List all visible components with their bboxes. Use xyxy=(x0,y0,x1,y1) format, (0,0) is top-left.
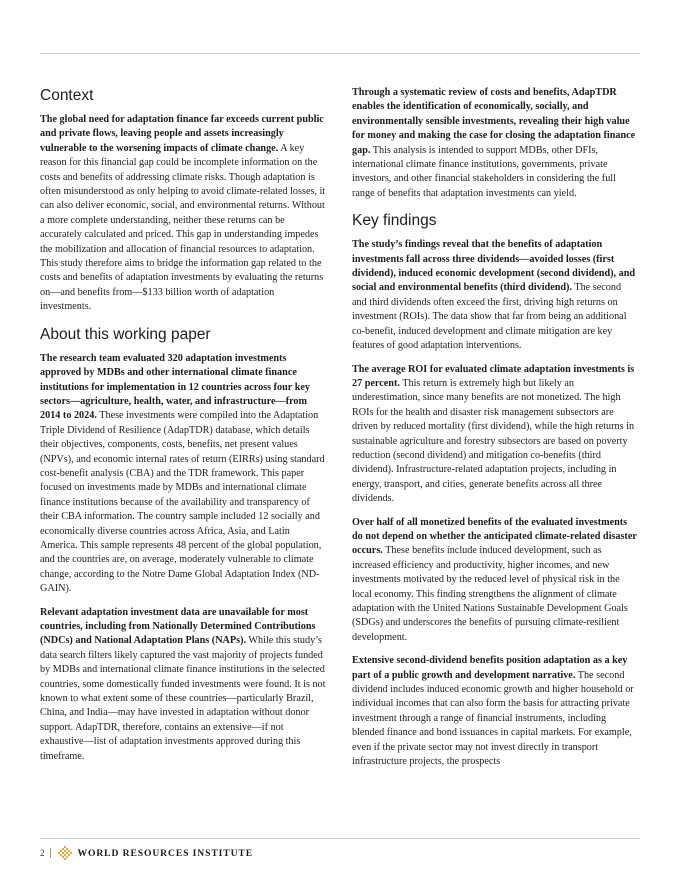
bold-lead: The global need for adaptation finance far exceeds current public and private flows, leaving people and assets increasingly vulnerable to the worsening impacts of climate change. xyxy=(40,114,324,154)
body-text: A key reason for this financial gap could be incomplete information on the costs and benefits of addressing climate risks. Though adaptation is often misunderstood as only helping to avoid climate-related losses, it can also deliver economic, social, and environmental returns. Without a more complete understanding, neither these returns can be accurately calculated and priced. This gap in understanding impedes the mobilization and allocation of financial resources to adaptation. This study therefore aims to bridge the information gap related to the costs and benefits of adaptation investments by evaluating the returns on—and benefits from—$133 billion worth of adaptation investments. xyxy=(40,142,326,313)
logo-dot xyxy=(65,848,67,850)
logo-dot xyxy=(61,856,63,858)
logo-dot xyxy=(63,846,65,848)
bold-lead: Over half of all monetized benefits of the evaluated investments do not depend on whether the anticipated climate-related disaster occurs. xyxy=(352,516,637,557)
paragraph xyxy=(40,352,326,597)
footer-divider xyxy=(50,848,51,858)
page-number: 2 xyxy=(40,848,45,858)
bold-lead: Extensive second-dividend benefits position adaptation as a key part of a public growth and development narrative. xyxy=(352,655,628,681)
wri-logo-icon xyxy=(57,845,73,861)
bold-lead: Relevant adaptation investment data are unavailable for most countries, including from Nationally Determined Contributions (NDCs) and National Adaptation Plans (NAPs). xyxy=(40,606,316,647)
body-text: The second dividend includes induced economic growth and higher household or individual incomes that can also form the basis for attracting private investment through a range of financial instruments, including blended finance and bond issuances in capital markets. For example, even if the private sector may not invest directly in transport infrastructure projects, the prospects xyxy=(352,669,634,768)
page-footer xyxy=(40,845,253,861)
header-rule xyxy=(40,53,640,54)
logo-dot xyxy=(63,854,65,856)
body-text: The second and third dividends often exceed the first, driving high returns on investment (ROIs). The data show that far from being an additional co-benefit, induced development and climate mitigation are key features of good adaptation interventions. xyxy=(352,282,627,352)
bold-lead: The average ROI for evaluated climate adaptation investments is 27 percent. xyxy=(352,363,635,389)
bold-lead: The study’s findings reveal that the benefits of adaptation investments fall across three dividends—avoided losses (first dividend), induced economic development (second dividend), and social and environmental benefits (third dividend). xyxy=(352,239,636,294)
logo-dot xyxy=(59,854,61,856)
right-column xyxy=(352,86,638,778)
organization-name: WORLD RESOURCES INSTITUTE xyxy=(77,847,254,859)
bold-lead: The research team evaluated 320 adaptation investments approved by MDBs and other international climate finance institutions for implementation in 12 countries across four key sectors—agriculture, health, water, and infrastructure—from 2014 to 2024. xyxy=(40,352,310,422)
logo-dot xyxy=(67,854,69,856)
body-text: This analysis is intended to support MDBs, other DFIs, international climate finance institutions, governments, private investors, and other financial stakeholders in considering the full range of benefits that adaptation investments can yield. xyxy=(352,144,616,199)
logo-dot xyxy=(67,850,69,852)
paragraph xyxy=(352,363,638,507)
logo-dot xyxy=(65,852,67,854)
logo-dot xyxy=(69,852,71,854)
paragraph xyxy=(40,113,326,315)
left-column xyxy=(40,86,326,773)
body-text: While this study’s data search filters likely captured the vast majority of projects funded by MDBs and international climate finance institutions in the selected countries, some domestically funded investments were found. It is not known to what extent some of these countries—particularly Brazil, China, and India—may have invested in adaptation without donor support. AdapTDR, therefore, contains an extensive—if not exhaustive—list of adaptation investments approved during this timeframe. xyxy=(40,635,326,762)
body-text: This return is extremely high but likely an underestimation, since many benefits are not monetized. The high ROIs for the health and disaster risk management subsectors are driven by reduced mortality (first dividend), while the high returns in sustainable agriculture and forestry subsectors are based on poverty reduction (second dividend) and mitigation co-benefits (third dividend). Infrastructure-related adaptation projects, including in energy, transport, and cities, generate benefits across all three dividends. xyxy=(352,377,635,505)
body-text: These benefits include induced development, such as increased efficiency and productivity, higher incomes, and new investments motivated by the reduced level of physical risk in the local economy. This finding strengthens the alignment of climate adaptation with the United Nations Sustainable Development Goals (SDGs) and underscores the benefits of pursuing climate-resilient development. xyxy=(352,545,628,643)
logo-dot xyxy=(61,852,63,854)
section-heading-key-findings: Key findings xyxy=(352,212,437,230)
paragraph xyxy=(352,654,638,769)
logo-dot xyxy=(63,858,65,860)
logo-dot xyxy=(59,850,61,852)
paragraph xyxy=(352,516,638,646)
footer-rule xyxy=(40,838,640,839)
logo-dot xyxy=(61,848,63,850)
paragraph xyxy=(40,606,326,764)
paragraph xyxy=(352,86,638,201)
logo-dot xyxy=(65,856,67,858)
bold-lead: Through a systematic review of costs and benefits, AdapTDR enables the identification of economically, socially, and environmentally sensible investments, revealing their high value for money and making the case for closing the adaptation finance gap. xyxy=(352,87,636,156)
logo-dot xyxy=(57,852,59,854)
logo-dot xyxy=(63,850,65,852)
body-text: These investments were compiled into the Adaptation Triple Dividend of Resilience (AdapTDR) database, which details their objectives, components, costs, benefits, net present values (NPVs), and economic internal rates of return (EIRRs) using standard cost-benefit analysis (CBA) and the TDR framework. This paper focused on investments made by MDBs and international climate finance institutions because of the availability and transparency of their CBA information. The country sample included 12 socially and economically diverse countries across Africa, Asia, and Latin America. This sample represents 48 percent of the global population, and the countries are, on average, moderately vulnerable to climate change, according to the Notre Dame Global Adaptation Index (ND-GAIN). xyxy=(40,410,325,595)
paragraph xyxy=(352,238,638,353)
section-heading-context: Context xyxy=(40,87,94,104)
section-heading-about: About this working paper xyxy=(40,325,211,343)
